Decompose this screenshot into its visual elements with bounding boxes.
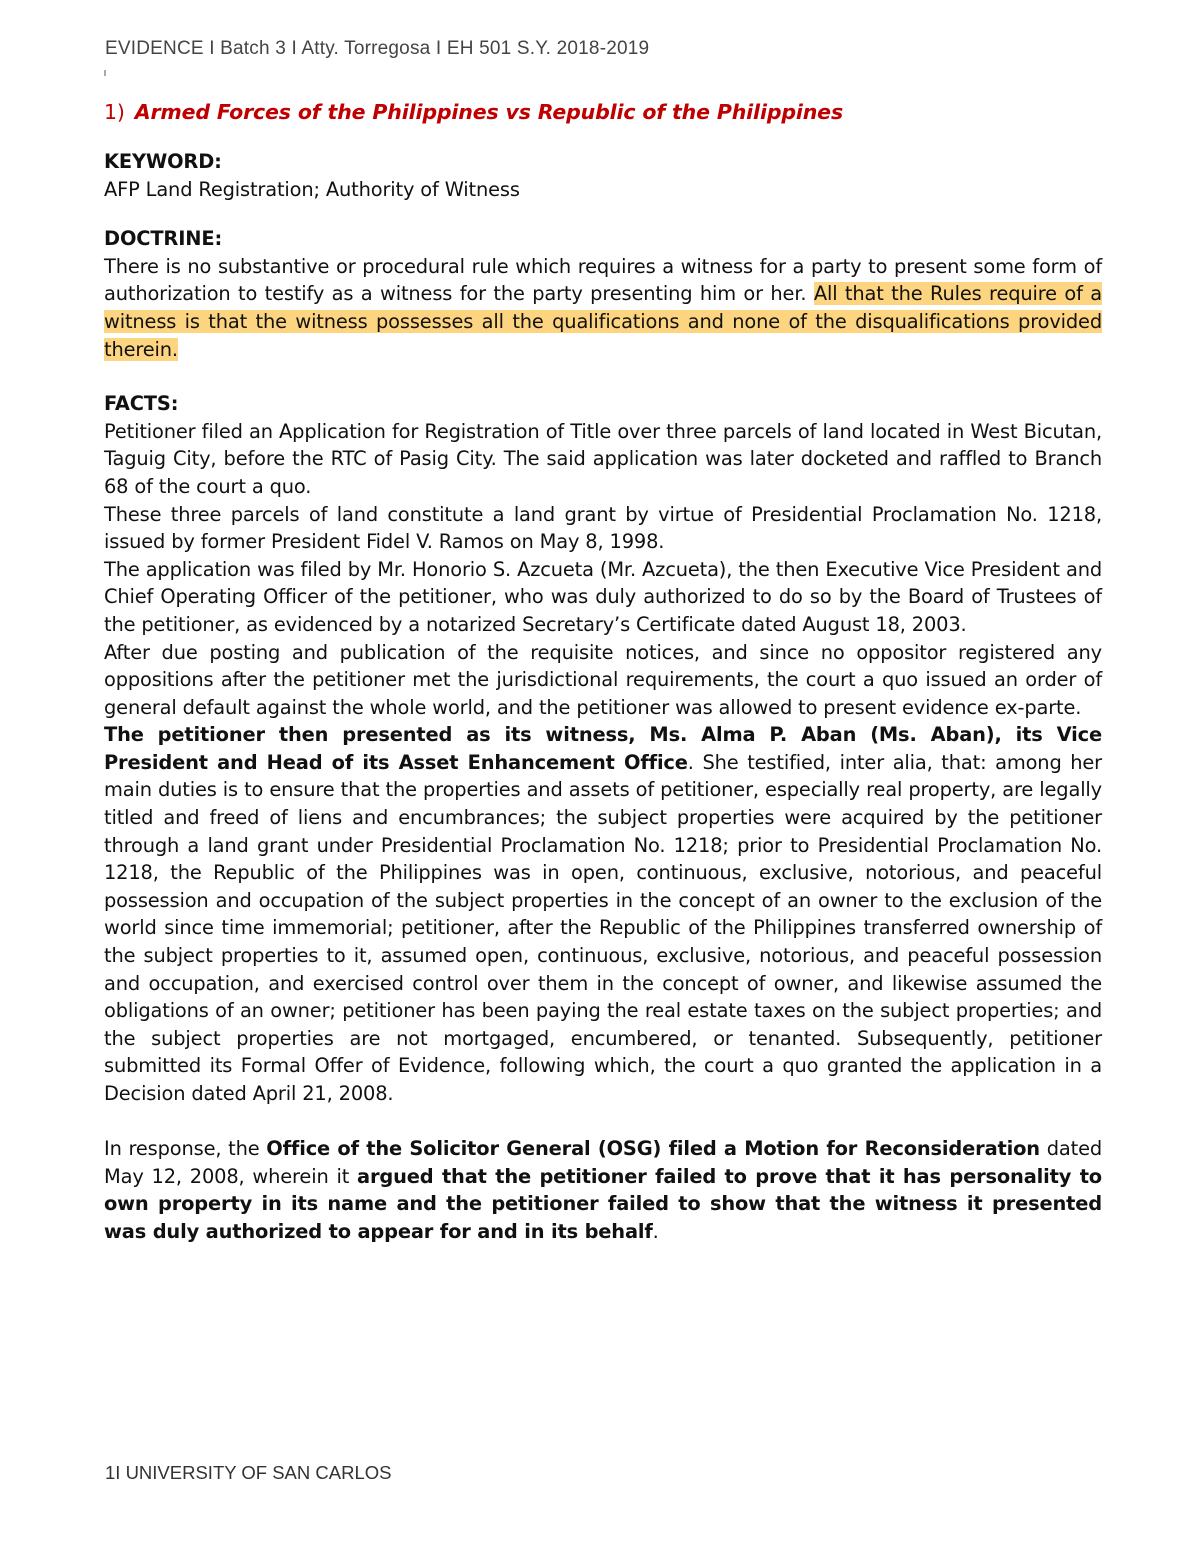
- document-body: [104, 98, 1102, 1246]
- facts-paragraph-6-b: Office of the Solicitor General (OSG) filed a Motion for Reconsideration: [266, 1137, 1040, 1161]
- facts-paragraph-3: The application was filed by Mr. Honorio S. Azcueta (Mr. Azcueta), the then Executive Vice President and Chief Operating Officer of the petitioner, who was duly authorized to do so by the Board of Trustees of the petitioner, as evidenced by a notarized Secretary’s Certificate dated August 18, 2003.: [104, 557, 1102, 636]
- facts-paragraph-6-a: In response, the: [104, 1137, 267, 1161]
- facts-paragraph-5-text: . She testified, inter alia, that: among her main duties is to ensure that the properties and assets of petitioner, especially real property, are legally titled and freed of liens and encumbrances; the subject properties were acquired by the petitioner through a land grant under Presidential Proclamation No. 1218; prior to Presidential Proclamation No. 1218, the Republic of the Philippines was in open, continuous, exclusive, notorious, and peaceful possession and occupation of the subject properties in the concept of an owner to the exclusion of the world since time immemorial; petitioner, after the Republic of the Philippines transferred ownership of the subject properties to it, assumed open, continuous, exclusive, notorious, and peaceful possession and occupation, and exercised control over them in the concept of owner, and likewise assumed the obligations of an owner; petitioner has been paying the real estate taxes on the subject properties; and the subject properties are not mortgaged, encumbered, or tenanted. Subsequently, petitioner submitted its Formal Offer of Evidence, following which, the court a quo granted the application in a Decision dated April 21, 2008.: [104, 750, 1102, 1105]
- case-title-text: Armed Forces of the Philippines vs Republic of the Philippines: [134, 100, 843, 124]
- facts-label: FACTS:: [104, 392, 179, 416]
- facts-paragraph-1: Petitioner filed an Application for Registration of Title over three parcels of land located in West Bicutan, Taguig City, before the RTC of Pasig City. The said application was later docketed and raffled to Branch 68 of the court a quo.: [104, 419, 1102, 498]
- facts-paragraph-4: After due posting and publication of the requisite notices, and since no oppositor registered any oppositions after the petitioner met the jurisdictional requirements, the court a quo issued an order of general default against the whole world, and the petitioner was allowed to present evidence ex-parte.: [104, 640, 1102, 719]
- doctrine-highlight: All that the Rules require of a witness is that the witness possesses all the qualifications and none of the disqualifications provided therein.: [104, 282, 1102, 361]
- page-footer: 1I UNIVERSITY OF SAN CARLOS: [105, 1462, 392, 1483]
- facts-paragraph-2: These three parcels of land constitute a land grant by virtue of Presidential Proclamation No. 1218, issued by former President Fidel V. Ramos on May 8, 1998.: [104, 502, 1102, 554]
- doctrine-label: DOCTRINE:: [104, 227, 223, 251]
- case-title: [104, 98, 1102, 126]
- paragraph-gap: [104, 1108, 1102, 1136]
- facts-paragraph-6-c: dated May 12, 2008, wherein it: [104, 1137, 1103, 1188]
- header-marker: [104, 70, 106, 76]
- keyword-label: KEYWORD:: [104, 150, 222, 173]
- facts-paragraph-5: [104, 721, 1102, 1107]
- facts-paragraph-5-bold: The petitioner then presented as its witness, Ms. Alma P. Aban (Ms. Aban), its Vice President and Head of its Asset Enhancement Office: [104, 723, 1102, 774]
- doctrine-text: There is no substantive or procedural rule which requires a witness for a party to present some form of authorization to testify as a witness for the party presenting him or her.: [104, 254, 1102, 306]
- page-header: EVIDENCE I Batch 3 I Atty. Torregosa I EH 501 S.Y. 2018-2019: [105, 38, 650, 59]
- keyword-text: AFP Land Registration; Authority of Witness: [104, 177, 520, 201]
- facts-paragraph-6-d: argued that the petitioner failed to prove that it has personality to own property in its name and the petitioner failed to show that the witness it presented was duly authorized to appear for and in its behalf: [104, 1164, 1102, 1243]
- doctrine-paragraph: [104, 253, 1102, 363]
- facts-paragraph-6-e: .: [652, 1219, 659, 1243]
- facts-paragraph-6: [104, 1135, 1102, 1245]
- case-number: 1): [104, 100, 125, 124]
